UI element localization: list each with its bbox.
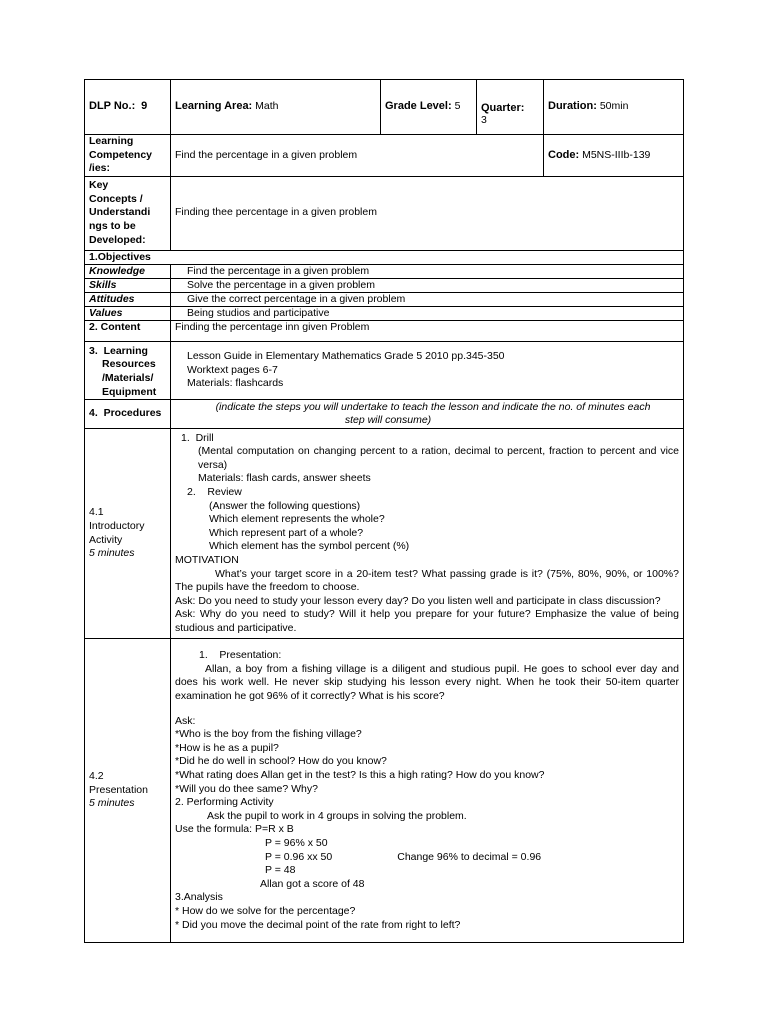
key-concepts-label-line: ngs to be bbox=[89, 220, 136, 233]
resources-label bbox=[85, 341, 171, 399]
procedures-note-line: step will consume) bbox=[344, 414, 432, 427]
presentation-number: 4.2 bbox=[89, 770, 104, 783]
knowledge-label: Knowledge bbox=[85, 264, 171, 278]
grade-level-cell bbox=[381, 80, 477, 135]
objectives-title: 1.Objectives bbox=[85, 250, 684, 264]
dlp-number-label: DLP No.: bbox=[89, 100, 136, 113]
motivation-ask: Ask: Do you need to study your lesson every day? Do you listen well and participate in class discussion? bbox=[175, 594, 661, 607]
grade-level-label: Grade Level: bbox=[385, 100, 452, 113]
introductory-title: Introductory bbox=[89, 520, 145, 533]
competency-text-value: Find the percentage in a given problem bbox=[175, 148, 358, 161]
analysis-heading: 3.Analysis bbox=[175, 891, 223, 904]
resources-label-line: Equipment bbox=[102, 385, 157, 398]
learning-area-cell bbox=[171, 80, 381, 135]
ask-question: *What rating does Allan get in the test? Is this a high rating? How do you know? bbox=[175, 768, 545, 781]
performing-activity-heading: 2. Performing Activity bbox=[175, 796, 274, 809]
ask-question: *Did he do well in school? How do you know? bbox=[175, 755, 387, 768]
objective-knowledge-row bbox=[85, 264, 684, 278]
key-concepts-row bbox=[85, 176, 684, 250]
introductory-content bbox=[171, 429, 684, 639]
quarter-cell bbox=[477, 80, 544, 135]
objectives-title-row bbox=[85, 250, 684, 264]
quarter-value: 3 bbox=[481, 113, 487, 126]
learning-area-value: Math bbox=[255, 100, 279, 113]
formula-result: P = 48 bbox=[265, 864, 296, 877]
resources-line: Lesson Guide in Elementary Mathematics Grade 5 2010 pp.345-350 bbox=[187, 350, 505, 363]
review-question: Which element has the symbol percent (%) bbox=[209, 540, 410, 553]
resources-row bbox=[85, 341, 684, 399]
motivation-heading: MOTIVATION bbox=[175, 554, 239, 567]
knowledge-text: Find the percentage in a given problem bbox=[171, 264, 684, 278]
resources-label-line: /Materials/ bbox=[102, 371, 154, 384]
formula-text: Use the formula: P=R x B bbox=[175, 823, 294, 836]
lesson-plan-table bbox=[84, 79, 684, 943]
objective-skills-row bbox=[85, 278, 684, 292]
resources-line: Worktext pages 6-7 bbox=[187, 363, 278, 376]
content-label: 2. Content bbox=[85, 320, 171, 341]
formula-note: Change 96% to decimal = 0.96 bbox=[397, 850, 542, 863]
key-concepts-label-line: Understandi bbox=[89, 206, 151, 219]
presentation-content bbox=[171, 639, 684, 943]
formula-step: P = 96% x 50 bbox=[265, 836, 328, 849]
key-concepts-text bbox=[171, 176, 684, 250]
drill-heading: 1. Drill bbox=[181, 431, 214, 444]
values-text: Being studios and participative bbox=[171, 306, 684, 320]
formula-step-row bbox=[175, 851, 679, 865]
presentation-row bbox=[85, 639, 684, 943]
content-row bbox=[85, 320, 684, 341]
drill-materials: Materials: flash cards, answer sheets bbox=[198, 472, 371, 485]
spacer bbox=[175, 704, 679, 715]
ask-question: *Who is the boy from the fishing village? bbox=[175, 728, 362, 741]
dlp-number-cell bbox=[85, 80, 171, 135]
values-label: Values bbox=[85, 306, 171, 320]
introductory-number: 4.1 bbox=[89, 506, 104, 519]
presentation-heading: 1. Presentation: bbox=[199, 649, 282, 662]
introductory-title-2: Activity bbox=[89, 533, 123, 546]
resources-line: Materials: flashcards bbox=[187, 377, 284, 390]
code-cell bbox=[544, 135, 684, 177]
learning-area-label: Learning Area: bbox=[175, 100, 253, 113]
code-label: Code: bbox=[548, 148, 580, 161]
key-concepts-text-value: Finding thee percentage in a given problem bbox=[175, 206, 377, 219]
ask-question: *How is he as a pupil? bbox=[175, 741, 279, 754]
key-concepts-label bbox=[85, 176, 171, 250]
attitudes-text: Give the correct percentage in a given problem bbox=[171, 292, 684, 306]
competency-label-line: Learning bbox=[89, 135, 134, 147]
header-row bbox=[85, 80, 684, 135]
code-value: M5NS-IIIb-139 bbox=[582, 148, 651, 161]
presentation-label bbox=[85, 639, 171, 943]
duration-value: 50min bbox=[599, 100, 629, 113]
formula-conclusion: Allan got a score of 48 bbox=[260, 877, 365, 890]
motivation-ask: Ask: Why do you need to study? Will it help you prepare for your future? Emphasize the value of being studious and participative. bbox=[175, 608, 679, 635]
performing-activity-text: Ask the pupil to work in 4 groups in solving the problem. bbox=[207, 809, 467, 822]
competency-label-line: /ies: bbox=[89, 162, 111, 175]
quarter-label: Quarter: bbox=[481, 101, 525, 114]
review-question: Which represent part of a whole? bbox=[209, 526, 364, 539]
ask-question: *Will you do thee same? Why? bbox=[175, 782, 318, 795]
presentation-title: Presentation bbox=[89, 783, 148, 796]
procedures-label: 4. Procedures bbox=[85, 400, 171, 429]
competency-row bbox=[85, 135, 684, 177]
duration-label: Duration: bbox=[548, 100, 597, 113]
introductory-duration: 5 minutes bbox=[89, 547, 135, 560]
procedures-row bbox=[85, 400, 684, 429]
duration-cell bbox=[544, 80, 684, 135]
key-concepts-label-line: Key bbox=[89, 179, 109, 192]
analysis-question: * How do we solve for the percentage? bbox=[175, 904, 356, 917]
resources-label-line: 3. Learning bbox=[89, 344, 148, 357]
competency-label bbox=[85, 135, 171, 177]
objective-attitudes-row bbox=[85, 292, 684, 306]
introductory-label bbox=[85, 429, 171, 639]
attitudes-label: Attitudes bbox=[85, 292, 171, 306]
resources-label-line: Resources bbox=[102, 358, 156, 371]
dlp-number-value: 9 bbox=[141, 100, 148, 113]
skills-label: Skills bbox=[85, 278, 171, 292]
procedures-note bbox=[171, 400, 684, 429]
review-instruction: (Answer the following questions) bbox=[209, 499, 361, 512]
objective-values-row bbox=[85, 306, 684, 320]
introductory-row bbox=[85, 429, 684, 639]
competency-label-line: Competency bbox=[89, 148, 153, 161]
skills-text: Solve the percentage in a given problem bbox=[171, 278, 684, 292]
ask-heading: Ask: bbox=[175, 714, 196, 727]
content-text: Finding the percentage inn given Problem bbox=[171, 320, 684, 341]
grade-level-value: 5 bbox=[454, 100, 461, 113]
key-concepts-label-line: Developed: bbox=[89, 233, 146, 246]
presentation-duration: 5 minutes bbox=[89, 797, 135, 810]
procedures-note-line: (indicate the steps you will undertake to teach the lesson and indicate the no. of minutes each bbox=[215, 400, 651, 413]
key-concepts-label-line: Concepts / bbox=[89, 192, 143, 205]
formula-step: P = 0.96 xx 50 bbox=[265, 850, 333, 863]
motivation-text: What’s your target score in a 20-item test? What passing grade is it? (75%, 80%, 90%, or 100%? The pupils have the freedom to choose. bbox=[175, 567, 679, 594]
presentation-story: Allan, a boy from a fishing village is a diligent and studious pupil. He goes to school ever day and does his work well. He never skip studying his lesson every night. When he took their 50-item quarter examination he got 96% of it correctly? What is his score? bbox=[175, 662, 679, 702]
drill-description: (Mental computation on changing percent to a ration, decimal to percent, fraction to percent and vice versa) bbox=[198, 445, 679, 471]
resources-text bbox=[171, 341, 684, 399]
review-heading: 2. Review bbox=[187, 486, 242, 499]
analysis-question: * Did you move the decimal point of the rate from right to left? bbox=[175, 918, 461, 931]
competency-text bbox=[171, 135, 544, 177]
review-question: Which element represents the whole? bbox=[209, 513, 385, 526]
